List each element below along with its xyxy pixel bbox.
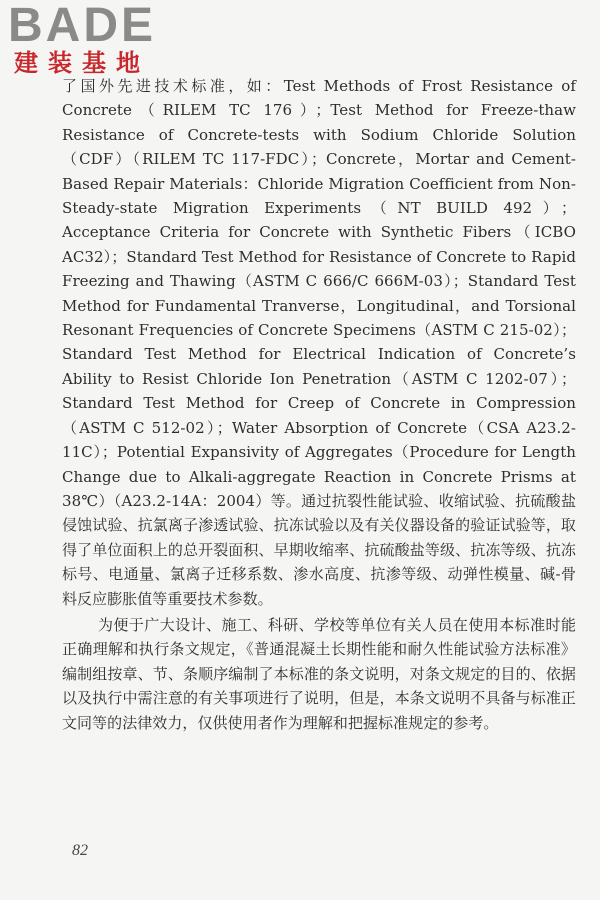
paragraph-standards-list: 了国外先进技术标准，如：Test Methods of Frost Resistance of Concrete（RILEM TC 176）；Test Method for Freeze-thaw Resistance of Concrete-tests with Sodium Chloride Solution（CDF）（RILEM TC 117-FDC）；Concrete，Mortar and Cement-Based Repair Materials：Chloride Migration Coefficient from Non-Steady-state Migration Experiments（NT BUILD 492）；Acceptance Criteria for Concrete with Synthetic Fibers（ICBO AC32）；Standard Test Method for Resistance of Concrete to Rapid Freezing and Thawing（ASTM C 666/C 666M-03）；Standard Test Method for Fundamental Tranverse，Longitudinal，and Torsional Resonant Frequencies of Concrete Specimens（ASTM C 215-02）；Standard Test Method for Electrical Indication of Concrete’s Ability to Resist Chloride Ion Penetration（ASTM C 1202-07）；Standard Test Method for Creep of Concrete in Compression（ASTM C 512-02）；Water Absorption of Concrete（CSA A23.2-11C）；Potential Expansivity of Aggregates（Procedure for Length Change due to Alkali-aggregate Reaction in Concrete Prisms at 38℃）（A23.2-14A：2004）等。通过抗裂性能试验、收缩试验、抗硫酸盐侵蚀试验、抗氯离子渗透试验、抗冻试验以及有关仪器设备的验证试验等，取得了单位面积上的总开裂面积、早期收缩率、抗硫酸盐等级、抗冻等级、抗冻标号、电通量、氯离子迁移系数、渗水高度、抗渗等级、动弹性模量、碱-骨料反应膨胀值等重要技术参数。 <box>62 77 576 608</box>
page-number: 82 <box>72 842 88 859</box>
paragraph-explanation-note: 为便于广大设计、施工、科研、学校等单位有关人员在使用本标准时能正确理解和执行条文规定，《普通混凝土长期性能和耐久性能试验方法标准》编制组按章、节、条顺序编制了本标准的条文说明，对条文规定的目的、依据以及执行中需注意的有关事项进行了说明，但是，本条文说明不具备与标准正文同等的法律效力，仅供使用者作为理解和把握标准规定的参考。 <box>62 615 576 732</box>
logo-subtitle: 建装基地 <box>14 49 150 77</box>
document-body <box>62 74 576 735</box>
logo-brand-text: BADE <box>8 0 157 52</box>
